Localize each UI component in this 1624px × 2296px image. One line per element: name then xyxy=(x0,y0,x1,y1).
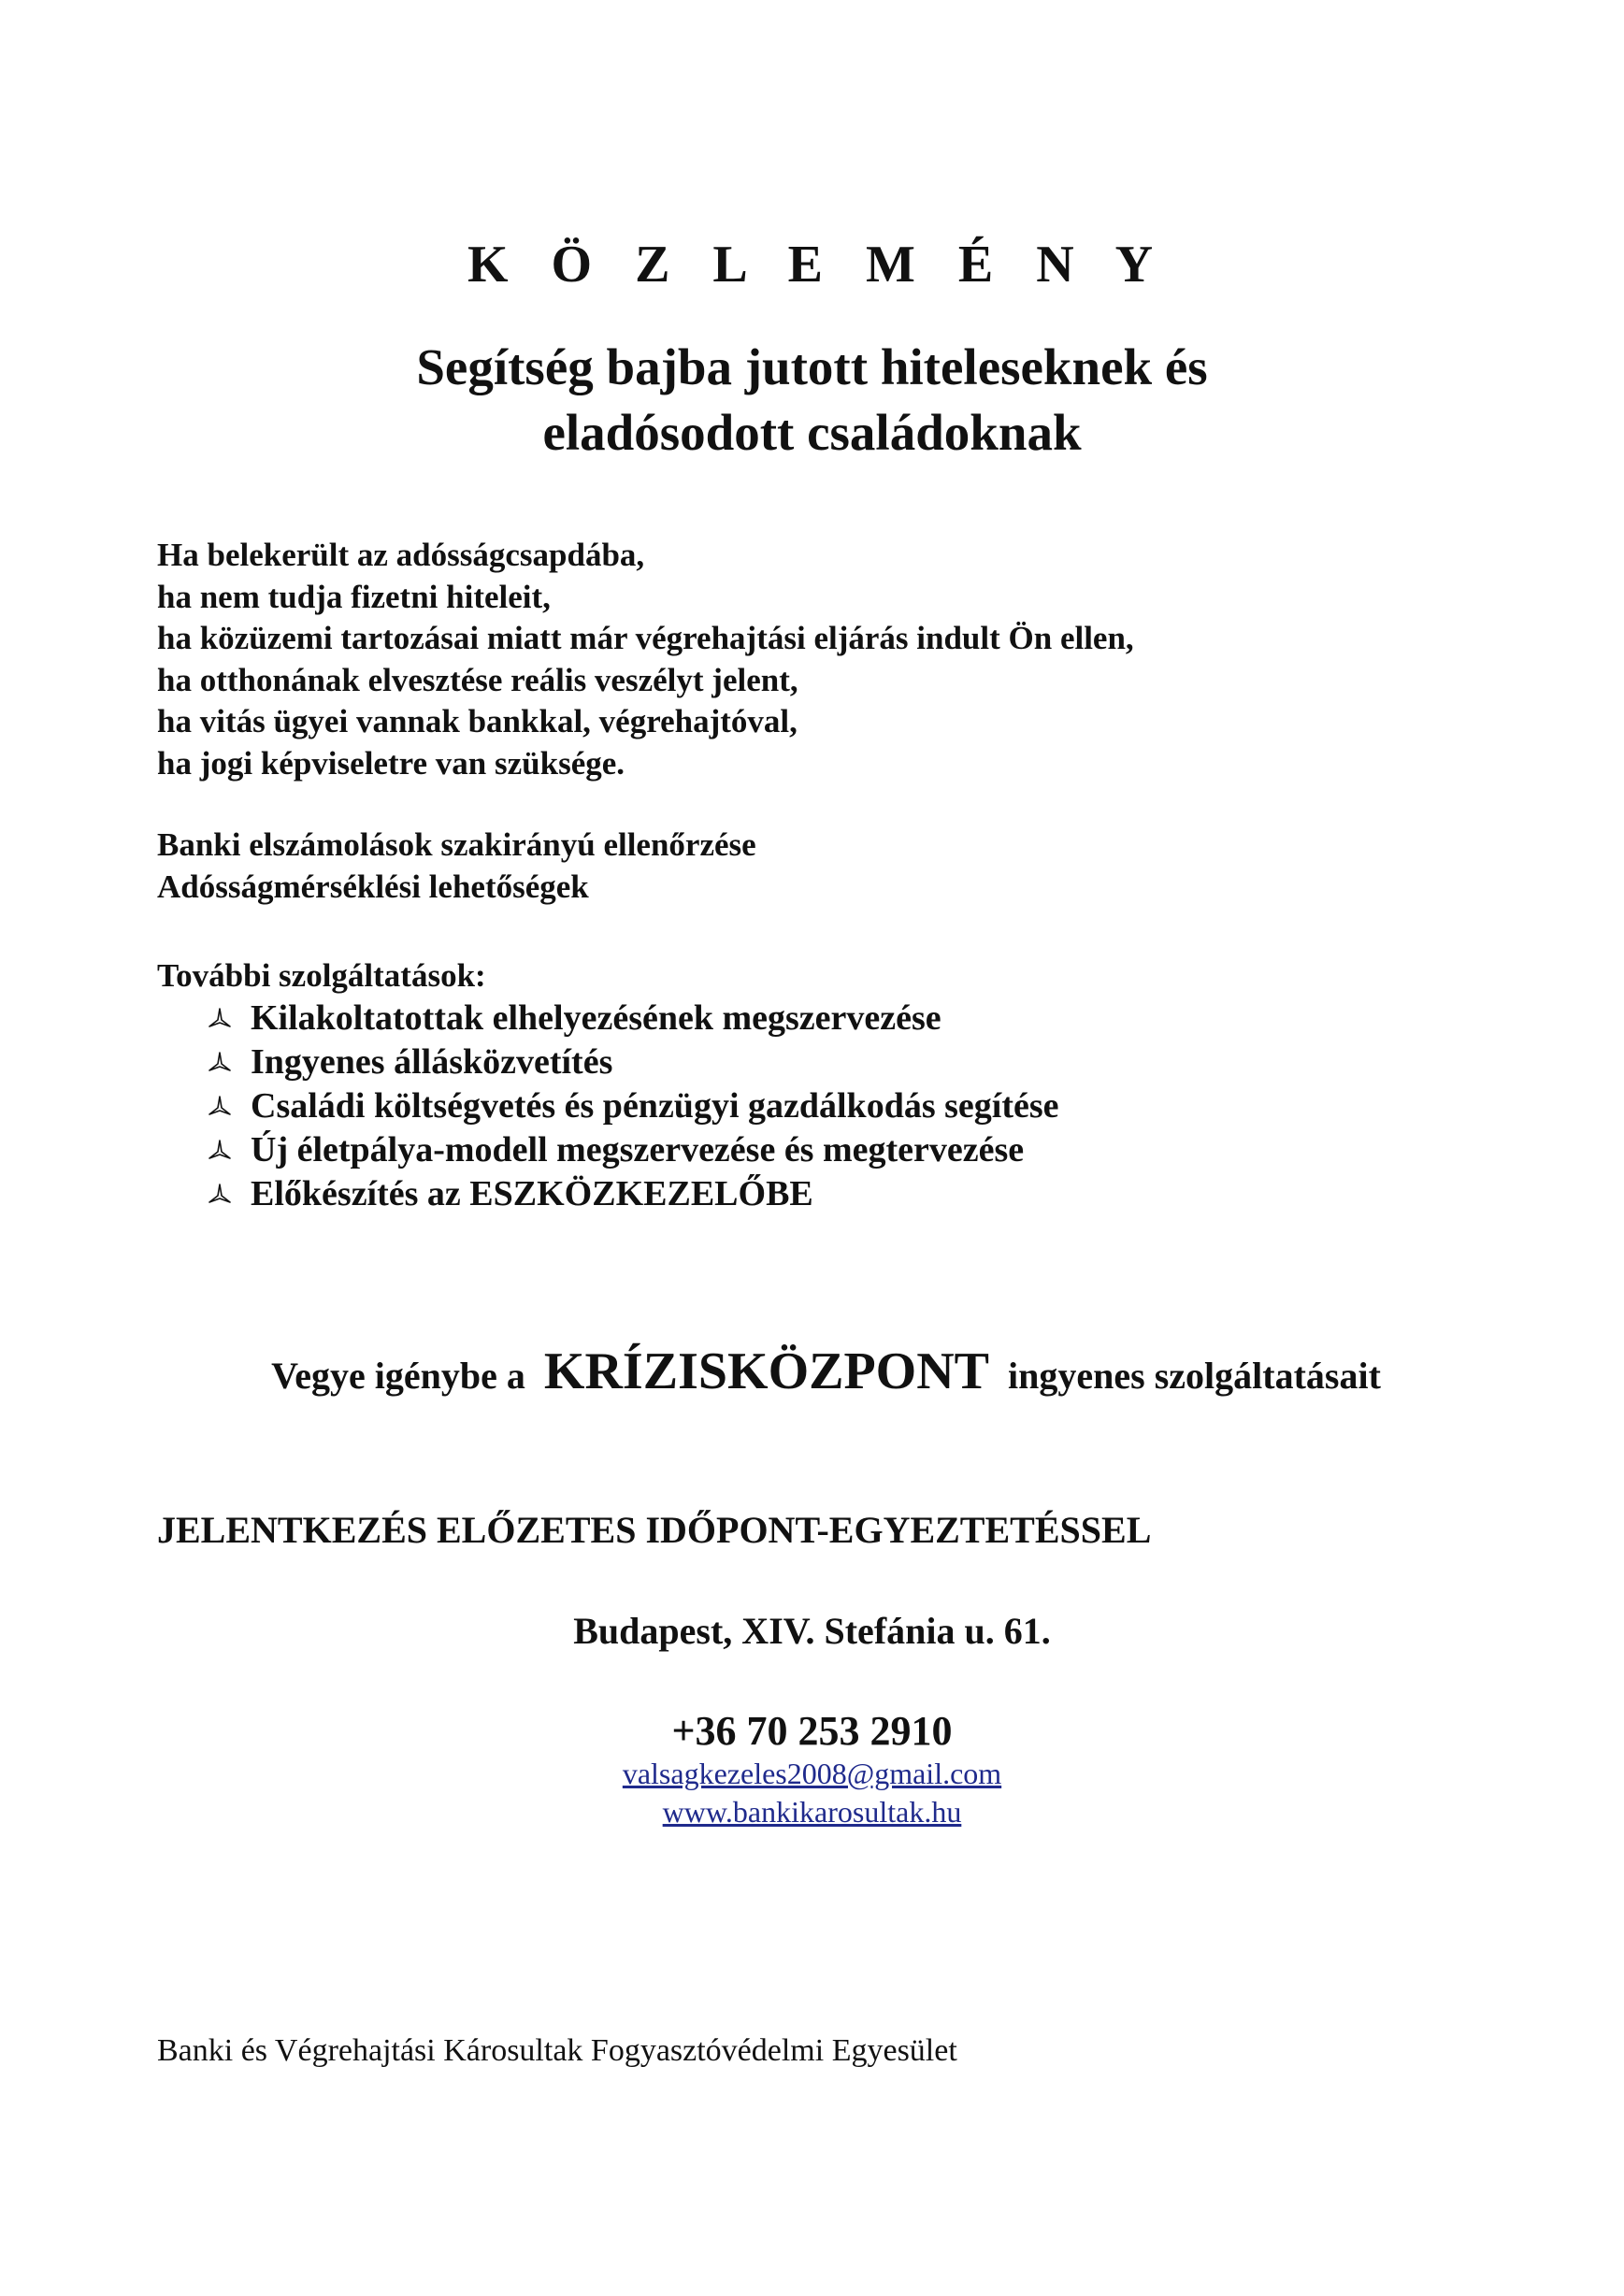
call-to-action xyxy=(0,1339,1624,1409)
intro-line: ha közüzemi tartozásai miatt már végrehajtási eljárás indult Ön ellen, xyxy=(157,620,1134,656)
list-item-label: Kilakoltatottak elhelyezésének megszervezése xyxy=(251,998,941,1038)
intro-paragraph xyxy=(157,535,1134,784)
cta-after: ingyenes szolgáltatásait xyxy=(1008,1355,1381,1397)
list-item-label: Új életpálya-modell megszervezése és megtervezése xyxy=(251,1130,1025,1170)
subtitle-line-1: Segítség bajba jutott hiteleseknek és xyxy=(416,338,1208,395)
email-link[interactable]: valsagkezeles2008@gmail.com xyxy=(622,1757,1002,1790)
list-item-label: Ingyenes állásközvetítés xyxy=(251,1042,613,1082)
subtitle-line-2: eladósodott családoknak xyxy=(542,404,1082,461)
triangle-star-icon xyxy=(208,1139,232,1163)
services-list xyxy=(157,825,756,908)
list-item-label: Előkészítés az ESZKÖZKEZELŐBE xyxy=(251,1174,813,1213)
contact-phone: +36 70 253 2910 xyxy=(671,1708,953,1754)
document-title: K Ö Z L E M É N Y xyxy=(467,236,1169,294)
contact-website-row xyxy=(0,1793,1624,1830)
cta-highlight: KRÍZISKÖZPONT xyxy=(543,1342,990,1400)
triangle-star-icon xyxy=(208,1183,232,1207)
more-services-list xyxy=(208,997,1059,1216)
service-line: Banki elszámolások szakirányú ellenőrzése xyxy=(157,826,756,863)
list-item xyxy=(208,1172,1059,1216)
website-link[interactable]: www.bankikarosultak.hu xyxy=(662,1795,962,1829)
document-subtitle xyxy=(0,335,1624,466)
contact-email-row xyxy=(0,1755,1624,1792)
registration-notice: JELENTKEZÉS ELŐZETES IDŐPONT-EGYEZTETÉSSEL xyxy=(157,1509,1152,1551)
list-item-label: Családi költségvetés és pénzügyi gazdálkodás segítése xyxy=(251,1086,1059,1126)
intro-line: ha nem tudja fizetni hiteleit, xyxy=(157,578,551,615)
triangle-star-icon xyxy=(208,1051,232,1075)
organization-footer: Banki és Végrehajtási Károsultak Fogyasztóvédelmi Egyesület xyxy=(157,2033,957,2068)
contact-address: Budapest, XIV. Stefánia u. 61. xyxy=(573,1610,1051,1652)
intro-line: ha otthonának elvesztése reális veszélyt jelent, xyxy=(157,661,798,698)
triangle-star-icon xyxy=(208,1007,232,1031)
list-item xyxy=(208,1128,1059,1172)
list-item xyxy=(208,1040,1059,1084)
triangle-star-icon xyxy=(208,1095,232,1119)
cta-before: Vegye igénybe a xyxy=(271,1355,525,1397)
service-line: Adósságmérséklési lehetőségek xyxy=(157,868,589,905)
intro-line: Ha belekerült az adósságcsapdába, xyxy=(157,537,645,573)
intro-line: ha vitás ügyei vannak bankkal, végrehajtóval, xyxy=(157,703,798,739)
intro-line: ha jogi képviseletre van szüksége. xyxy=(157,744,625,782)
list-item xyxy=(208,1084,1059,1128)
list-item xyxy=(208,997,1059,1040)
more-services-heading: További szolgáltatások: xyxy=(157,957,486,994)
